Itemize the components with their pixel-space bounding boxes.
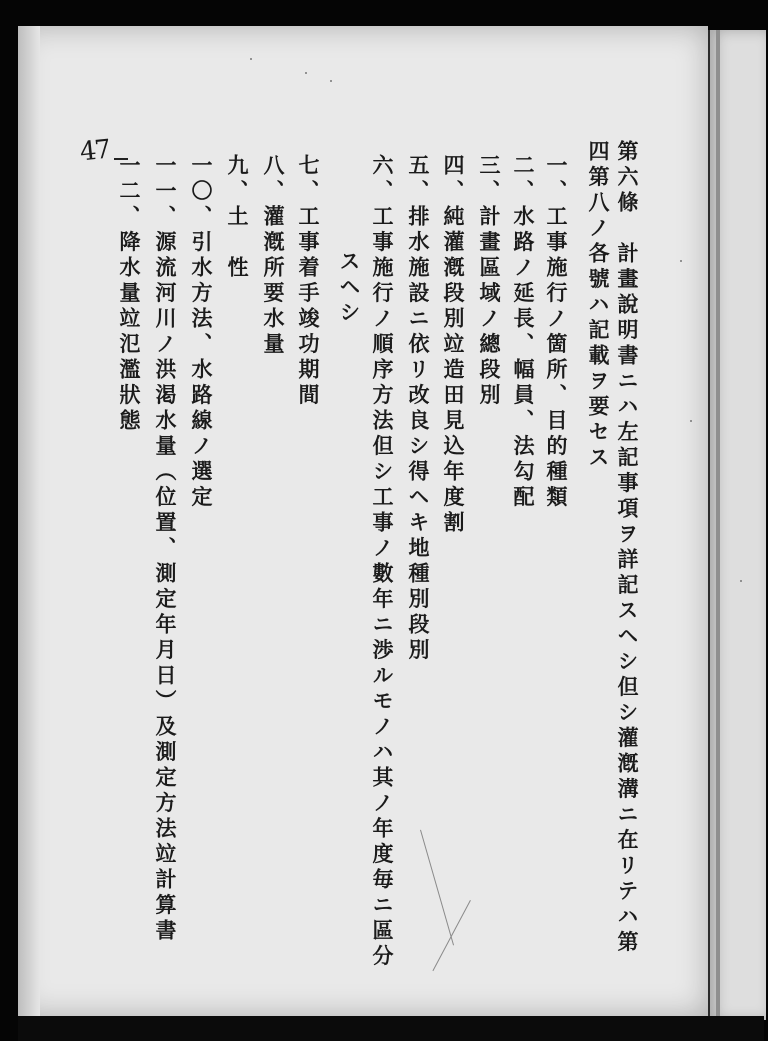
text-column-10: 七、工事着手竣功期間 [296,154,321,409]
text-column-14: 一一、源流河川ノ洪渇水量（位置、測定年月日）及測定方法竝計算書 [153,154,178,945]
page-gutter [716,30,720,1020]
page-number: 47 [78,134,111,168]
text-column-9: スヘシ [337,250,362,327]
text-column-3: 一、工事施行ノ箇所、目的種類 [544,154,569,511]
text-column-11: 八、灌漑所要水量 [261,154,286,358]
page-left-edge [18,26,40,1016]
paper-speck [680,260,682,262]
text-column-5: 三、計畫區域ノ總段別 [477,154,502,409]
text-column-7: 五、排水施設ニ依リ改良シ得ヘキ地種別段別 [406,154,431,664]
text-column-8: 六、工事施行ノ順序方法但シ工事ノ數年ニ渉ルモノハ其ノ年度毎ニ區分 [370,154,395,970]
paper-speck [250,58,252,60]
paper-speck [305,72,307,74]
text-column-4: 二、水路ノ延長、幅員、法勾配 [511,154,536,511]
paper-speck [740,580,742,582]
text-column-2: 四第八ノ各號ハ記載ヲ要セス [586,140,611,472]
paper-speck [330,80,332,82]
scan-border [18,1016,764,1041]
text-column-1: 第六條 計畫說明書ニハ左記事項ヲ詳記スヘシ但シ灌漑溝ニ在リテハ第 [615,140,640,956]
text-column-12: 九、土 性 [225,154,250,282]
text-column-13: 一〇、引水方法、水路線ノ選定 [189,154,214,511]
text-column-6: 四、純灌漑段別竝造田見込年度割 [441,154,466,537]
paper-speck [690,420,692,422]
text-column-15: 一二、降水量竝氾濫狀態 [117,154,142,435]
